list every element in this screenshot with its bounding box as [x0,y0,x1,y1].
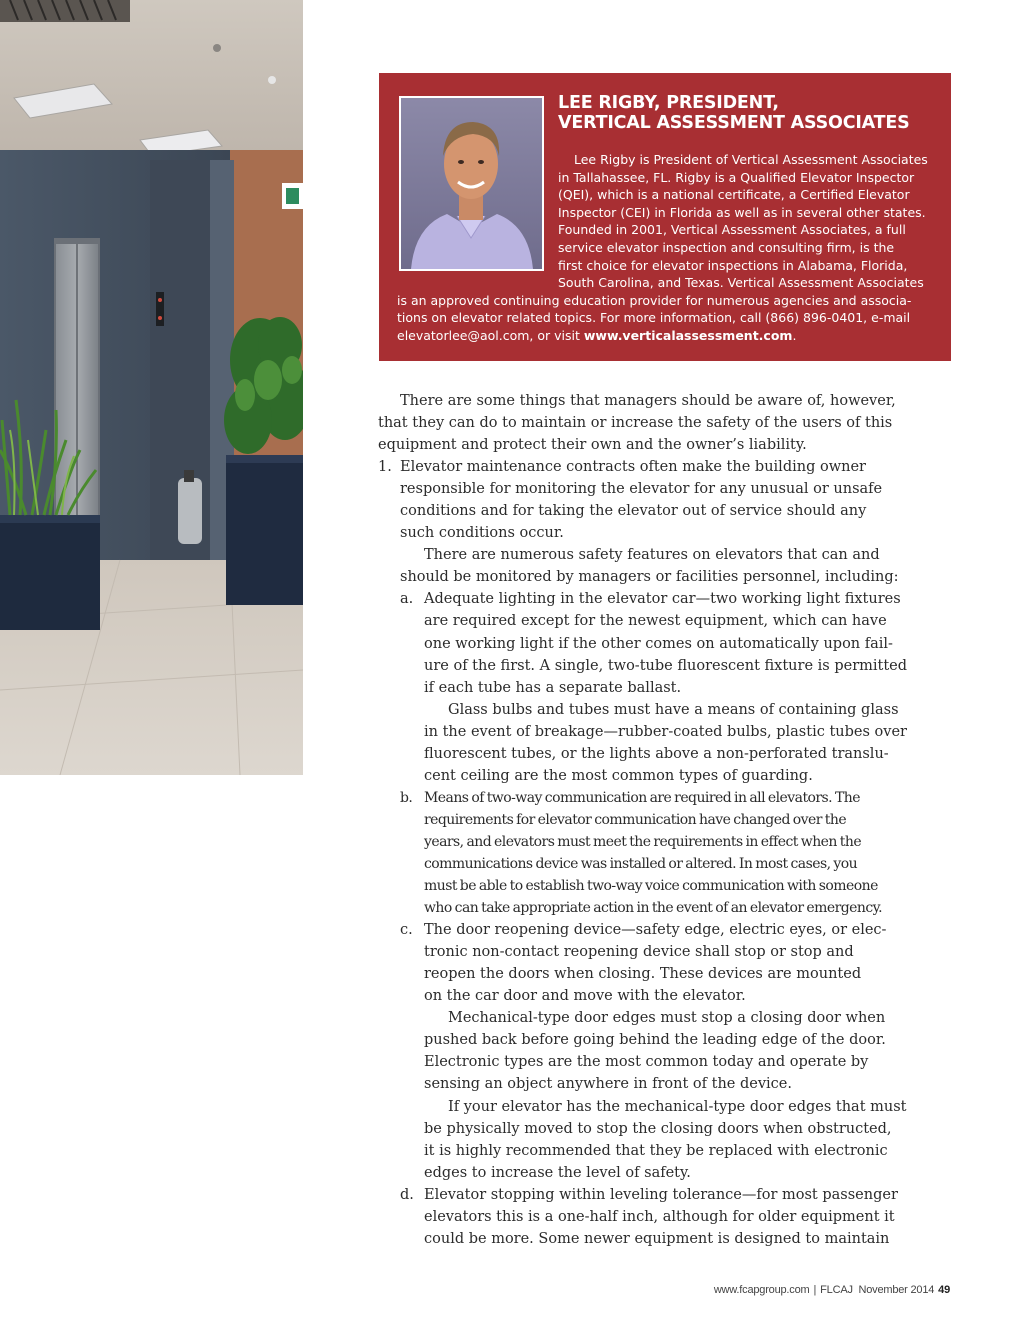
bio-line: Lee Rigby is President of Vertical Assessment Associates [574,152,928,167]
item-d-line: could be more. Some newer equipment is designed to maintain [424,1230,890,1247]
footer-site-link[interactable]: www.fcapgroup.com [713,1284,810,1296]
item-a-para2-line: cent ceiling are the most common types of guarding. [424,767,813,784]
item-c-para3-line: be physically moved to stop the closing doors when obstructed, [424,1120,892,1137]
intro-line: equipment and protect their own and the owner’s liability. [378,437,807,454]
item-d-text: Elevator stopping within leveling tolerance—for most passenger [424,1186,898,1203]
item-b-line [378,787,938,809]
item-1-line: conditions and for taking the elevator out of service should any [400,503,867,520]
bio-email-text: elevatorlee@aol.com, or visit [397,327,584,343]
bio-line: South Carolina, and Texas. Vertical Assessment Associates [558,275,924,291]
item-c-para2-line: sensing an object anywhere in front of the device. [424,1076,792,1093]
item-b-line: communications device was installed or altered. In most cases, you [424,855,858,872]
item-c-line [378,919,938,941]
item-a-para2-line: Glass bulbs and tubes must have a means of containing glass [448,701,899,718]
item-d-line [378,1184,938,1206]
elevator-lobby-photo [0,0,303,775]
intro-line: that they can do to maintain or increase the safety of the users of this [378,415,893,432]
author-bio-box [379,73,951,361]
item-c-text: The door reopening device—safety edge, electric eyes, or elec- [424,922,887,939]
item-a-line: ure of the first. A single, two-tube fluorescent fixture is permitted [424,657,908,674]
bio-title [558,93,938,133]
item-c-line: reopen the doors when closing. These devices are mounted [424,966,862,983]
bio-line: Founded in 2001, Vertical Assessment Associates, a full [558,222,906,238]
item-b-text: Means of two-way communication are required in all elevators. The [424,789,860,806]
item-a-line [378,588,938,610]
item-a-line: one working light if the other comes on automatically upon fail- [424,635,893,652]
item-a-para2-line: in the event of breakage—rubber-coated bulbs, plastic tubes over [424,723,907,740]
item-1-text: Elevator maintenance contracts often make the building owner [400,459,866,476]
bio-line: first choice for elevator inspections in Alabama, Florida, [558,257,908,273]
bio-line: in Tallahassee, FL. Rigby is a Qualified Elevator Inspector [558,169,915,185]
item-a-line: if each tube has a separate ballast. [424,679,682,696]
item-b-marker: b. [400,789,413,806]
bio-period: . [792,327,797,343]
item-c-para2-line: pushed back before going behind the leading edge of the door. [424,1032,886,1049]
bio-title-line-2: VERTICAL ASSESSMENT ASSOCIATES [558,113,910,133]
item-1-para2-line: There are numerous safety features on elevators that can and [424,547,880,564]
page-footer [714,1284,950,1296]
item-1-para2-line: should be monitored by managers or facilities personnel, including: [400,569,899,586]
footer-separator: | [813,1284,817,1296]
item-1-marker: 1. [378,459,392,476]
item-b-line: requirements for elevator communication have changed over the [424,811,847,828]
item-a-line: are required except for the newest equipment, which can have [424,613,887,630]
bio-line: is an approved continuing education provider for numerous agencies and associa- [397,292,912,308]
item-d-line: elevators this is a one-half inch, although for older equipment it [424,1208,895,1225]
item-b-line: years, and elevators must meet the requirements in effect when the [424,833,862,850]
bio-title-line-1: LEE RIGBY, PRESIDENT, [558,93,779,113]
item-c-para2-line: Electronic types are the most common today and operate by [424,1054,869,1071]
page-number: 49 [938,1284,950,1296]
intro-line: There are some things that managers should be aware of, however, [400,393,896,409]
bio-website-link[interactable]: www.verticalassessment.com [583,327,793,343]
item-c-line: tronic non-contact reopening device shall stop or stop and [424,944,854,961]
item-c-para3-line: it is highly recommended that they be replaced with electronic [424,1142,888,1159]
item-b-line: must be able to establish two-way voice communication with someone [424,878,878,895]
article-body [378,390,938,1250]
bio-line: Inspector (CEI) in Florida as well as in several other states. [558,204,926,220]
item-c-para3-line: If your elevator has the mechanical-type door edges that must [448,1098,907,1115]
footer-issue: November 2014 [858,1284,935,1296]
footer-publication: FLCAJ [820,1284,853,1296]
item-a-text: Adequate lighting in the elevator car—two working light fixtures [424,591,901,608]
item-1-line [378,456,938,478]
item-b-line: who can take appropriate action in the event of an elevator emergency. [424,900,883,917]
item-a-marker: a. [400,591,414,608]
item-c-line: on the car door and move with the elevator. [424,988,746,1005]
item-1-line: such conditions occur. [400,525,564,542]
bio-line-last [397,327,942,345]
item-a-para2-line: fluorescent tubes, or the lights above a non-perforated translu- [424,745,889,762]
bio-line: service elevator inspection and consulting firm, is the [558,239,895,255]
item-c-marker: c. [400,922,413,939]
bio-line: (QEI), which is a national certificate, a Certified Elevator [558,187,910,203]
item-d-marker: d. [400,1186,414,1203]
bio-text [397,151,942,345]
item-c-para2-line: Mechanical-type door edges must stop a closing door when [448,1010,886,1027]
item-1-line: responsible for monitoring the elevator for any unusual or unsafe [400,481,883,498]
item-c-para3-line: edges to increase the level of safety. [424,1164,691,1181]
bio-line: tions on elevator related topics. For more information, call (866) 896-0401, e-mail [397,310,911,326]
